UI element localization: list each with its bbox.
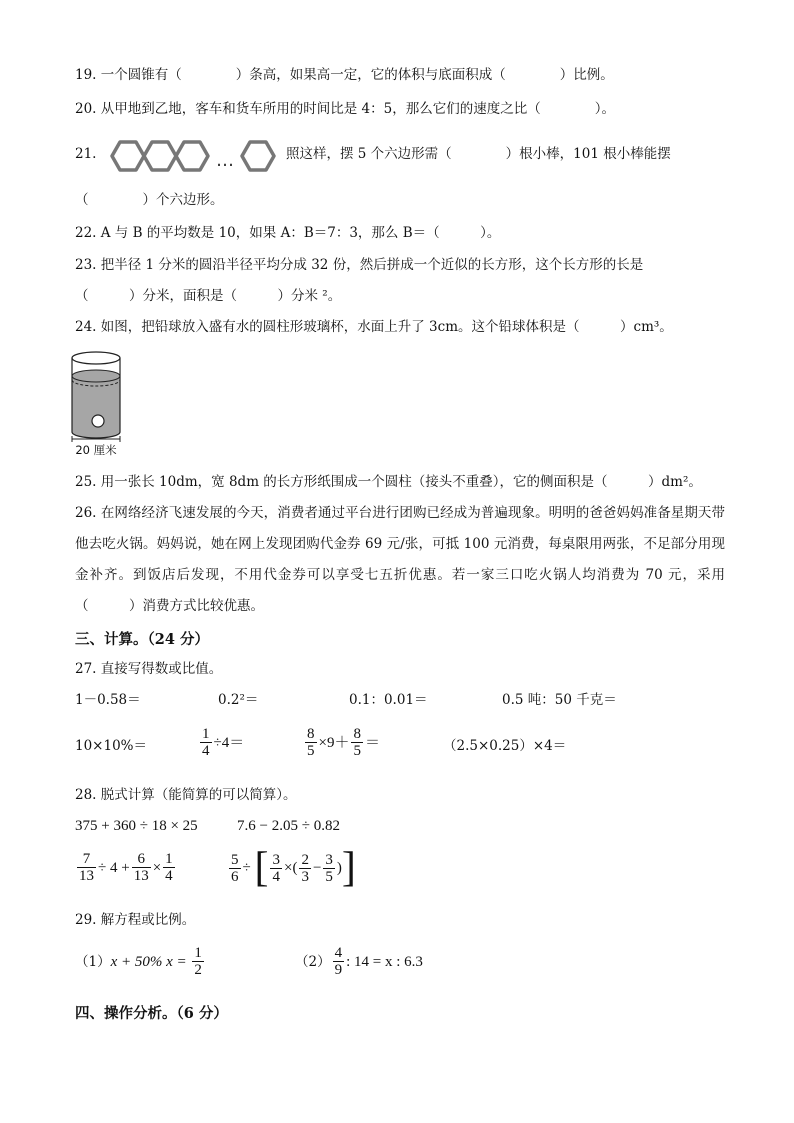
question-26: 26. 在网络经济飞速发展的今天，消费者通过平台进行团购已经成为普遍现象。明明的爸爸妈妈准备星期天带他去吃火锅。妈妈说，她在网上发现团购代金券 69 元/张，可抵 100 元消费，每桌限用两张，不足部分用现金补齐。到饭店后发现，不用代金券可以享受七五折优惠。若一家三口吃火锅人均消费为 70 元，采用（ ）消费方式比较优惠。 bbox=[75, 505, 725, 614]
hexagon-figure bbox=[106, 134, 282, 178]
question-20: 20. 从甲地到乙地，客车和货车所用的时间比是 4：5，那么它们的速度之比（ ）。 bbox=[75, 101, 615, 117]
cylinder-width-label: 20 厘米 bbox=[75, 443, 117, 457]
q27-item-d: 0.5 吨：50 千克＝ bbox=[502, 692, 617, 708]
q27-item-g: $\frac{8}{5}$ ×9＋ $\frac{8}{5}$ ＝ bbox=[307, 726, 380, 759]
question-25: 25. 用一张长 10dm，宽 8dm 的长方形纸围成一个圆柱（接头不重叠），它的侧面积是（ ）dm²。 bbox=[75, 474, 702, 490]
question-19: 19. 一个圆锥有（ ）条高，如果高一定，它的体积与底面积成（ ）比例。 bbox=[75, 67, 614, 83]
question-28: 28. 脱式计算（能简算的可以简算）。 bbox=[75, 787, 297, 803]
question-23-line-1: 23. 把半径 1 分米的圆沿半径平均分成 32 份，然后拼成一个近似的长方形，这个长方形的长是 bbox=[75, 257, 644, 273]
ball bbox=[92, 415, 104, 427]
hexagon-dots: … bbox=[216, 150, 234, 171]
question-21-text: 照这样，摆 5 个六边形需（ ）根小棒，101 根小棒能摆 bbox=[286, 146, 671, 162]
q29-item-a: （1）x + 50% x = $\frac{1}{2}$ bbox=[75, 945, 202, 978]
hexagon-1 bbox=[112, 142, 144, 170]
question-21-continued: （ ）个六边形。 bbox=[75, 192, 224, 208]
question-23-line-2: （ ）分米，面积是（ ）分米 ²。 bbox=[75, 288, 342, 304]
q27-item-b: 0.2²＝ bbox=[218, 692, 259, 708]
q28-item-c: $\frac{7}{13}$ ÷ 4 + $\frac{6}{13}$ × $\frac{1}{4}$ bbox=[79, 851, 173, 884]
left-bracket: [ bbox=[254, 845, 269, 891]
cylinder-figure bbox=[68, 348, 128, 458]
section-4-title: 四、操作分析。（6 分） bbox=[75, 1005, 228, 1022]
section-3-title: 三、计算。（24 分） bbox=[75, 631, 209, 648]
question-29: 29. 解方程或比例。 bbox=[75, 912, 196, 928]
question-27: 27. 直接写得数或比值。 bbox=[75, 661, 223, 677]
q27-item-e: 10×10%＝ bbox=[75, 738, 147, 754]
question-24: 24. 如图，把铅球放入盛有水的圆柱形玻璃杯，水面上升了 3cm。这个铅球体积是（ ）cm³。 bbox=[75, 319, 673, 335]
q27-item-f: $\frac{1}{4}$ ÷4＝ bbox=[202, 726, 245, 759]
q27-item-a: 1－0.58＝ bbox=[75, 692, 141, 708]
q28-item-a: 375 + 360 ÷ 18 × 25 bbox=[75, 818, 198, 834]
hexagon-2 bbox=[144, 142, 176, 170]
q29-item-b: （2） $\frac{4}{9}$ : 14 = x : 6.3 bbox=[295, 945, 423, 978]
question-22: 22. A 与 B 的平均数是 10，如果 A：B＝7：3，那么 B＝（ ）。 bbox=[75, 225, 501, 241]
q27-item-h: （2.5×0.25）×4＝ bbox=[443, 738, 567, 754]
q27-item-c: 0.1：0.01＝ bbox=[349, 692, 428, 708]
q28-item-b: 7.6 − 2.05 ÷ 0.82 bbox=[237, 818, 340, 834]
right-bracket: ] bbox=[341, 845, 356, 891]
hexagon-3 bbox=[176, 142, 208, 170]
hexagon-last bbox=[242, 142, 274, 170]
q28-item-d: $\frac{5}{6}$ ÷ [ $\frac{3}{4}$ ×( $\frac{2}{3}$ − $\frac{3}{5}$ )] bbox=[231, 845, 356, 891]
question-21-number: 21. bbox=[75, 146, 97, 162]
